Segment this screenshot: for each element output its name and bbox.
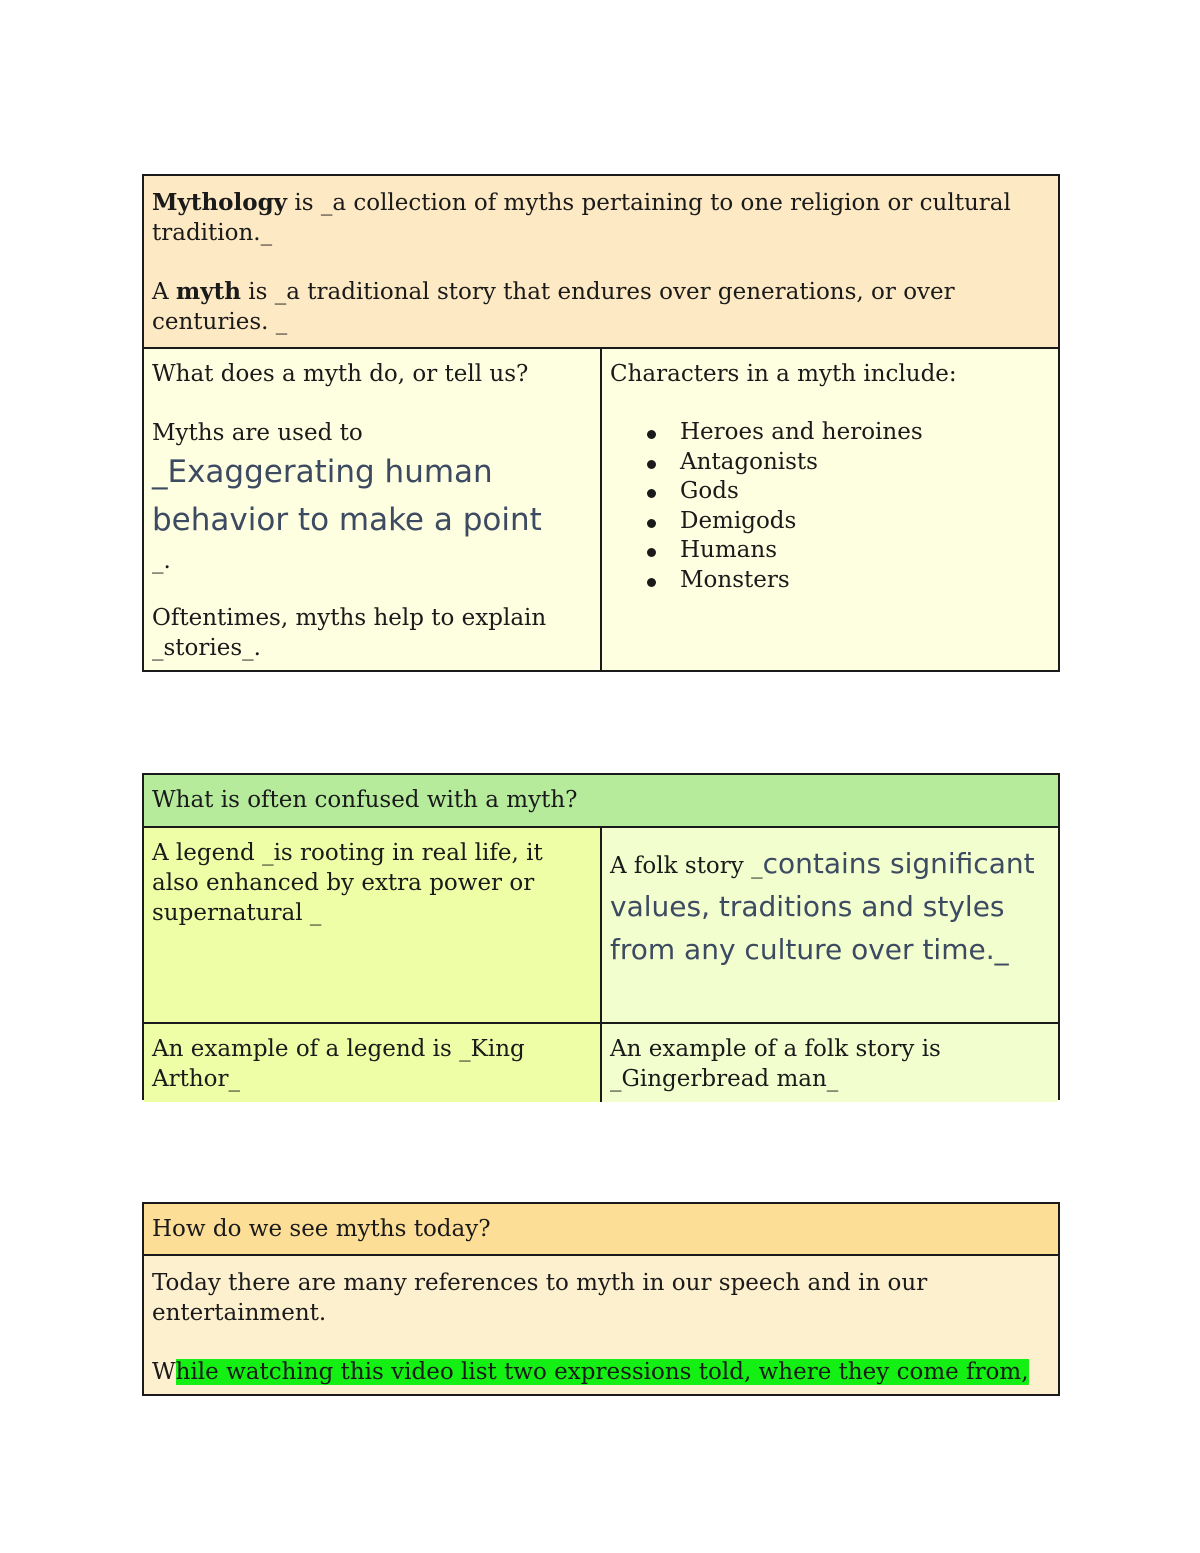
myths-today-table xyxy=(142,1202,1060,1396)
list-item: Antagonists xyxy=(680,448,1050,478)
list-item: Humans xyxy=(680,536,1050,566)
confused-header: What is often confused with a myth? xyxy=(152,787,578,813)
confused-header-cell xyxy=(144,775,1058,826)
myth-purpose-question: What does a myth do, or tell us? xyxy=(152,361,529,387)
legend-definition-cell xyxy=(144,828,600,1022)
today-header: How do we see myths today? xyxy=(152,1216,491,1242)
mythology-term: Mythology xyxy=(152,189,288,216)
myth-details-row xyxy=(144,347,1058,670)
characters-list xyxy=(610,418,1050,596)
list-item: Heroes and heroines xyxy=(680,418,1050,448)
myth-term: myth xyxy=(175,278,241,305)
folk-definition-cell xyxy=(600,828,1058,1022)
myth-explain-text: Oftentimes, myths help to explain _stories_. xyxy=(152,605,547,661)
today-body-cell xyxy=(144,1254,1058,1394)
video-instruction: While watching this video list two expressions told, where they come from, xyxy=(152,1359,1029,1385)
list-item: Demigods xyxy=(680,507,1050,537)
mythology-table xyxy=(142,174,1060,672)
mythology-definition: Mythology is _a collection of myths pertaining to one religion or cultural tradition._ xyxy=(152,189,1011,246)
characters-heading: Characters in a myth include: xyxy=(610,361,957,387)
myth-purpose-answer: _Exaggerating human behavior to make a point xyxy=(152,454,542,538)
legend-example: An example of a legend is _King Arthor_ xyxy=(152,1036,525,1092)
today-body-text: Today there are many references to myth in our speech and in our entertainment. xyxy=(152,1270,928,1326)
folk-definition: A folk story _contains significant values, traditions and styles from any culture over time._ xyxy=(610,847,1035,966)
legend-definition: A legend _is rooting in real life, it also enhanced by extra power or supernatural _ xyxy=(152,840,543,926)
list-item: Monsters xyxy=(680,566,1050,596)
myth-definition: A myth is _a traditional story that endures over generations, or over centuries. _ xyxy=(152,278,955,335)
highlighted-instruction: hile watching this video list two expressions told, where they come from, xyxy=(175,1359,1029,1385)
mythology-definition-cell xyxy=(144,176,1058,347)
folk-definition-answer: contains significant values, traditions and styles from any culture over time._ xyxy=(610,847,1035,966)
myth-characters-cell xyxy=(600,349,1058,670)
today-header-cell xyxy=(144,1204,1058,1254)
list-item: Gods xyxy=(680,477,1050,507)
legend-example-cell xyxy=(144,1024,600,1102)
confused-with-myth-table xyxy=(142,773,1060,1100)
folk-example-cell xyxy=(600,1024,1058,1102)
myth-purpose-blank: _. xyxy=(152,548,171,574)
definitions-row xyxy=(144,826,1058,1022)
myths-used-to-label: Myths are used to xyxy=(152,420,363,446)
examples-row xyxy=(144,1022,1058,1102)
myth-purpose-cell xyxy=(144,349,600,670)
folk-example: An example of a folk story is _Gingerbread man_ xyxy=(610,1036,941,1092)
